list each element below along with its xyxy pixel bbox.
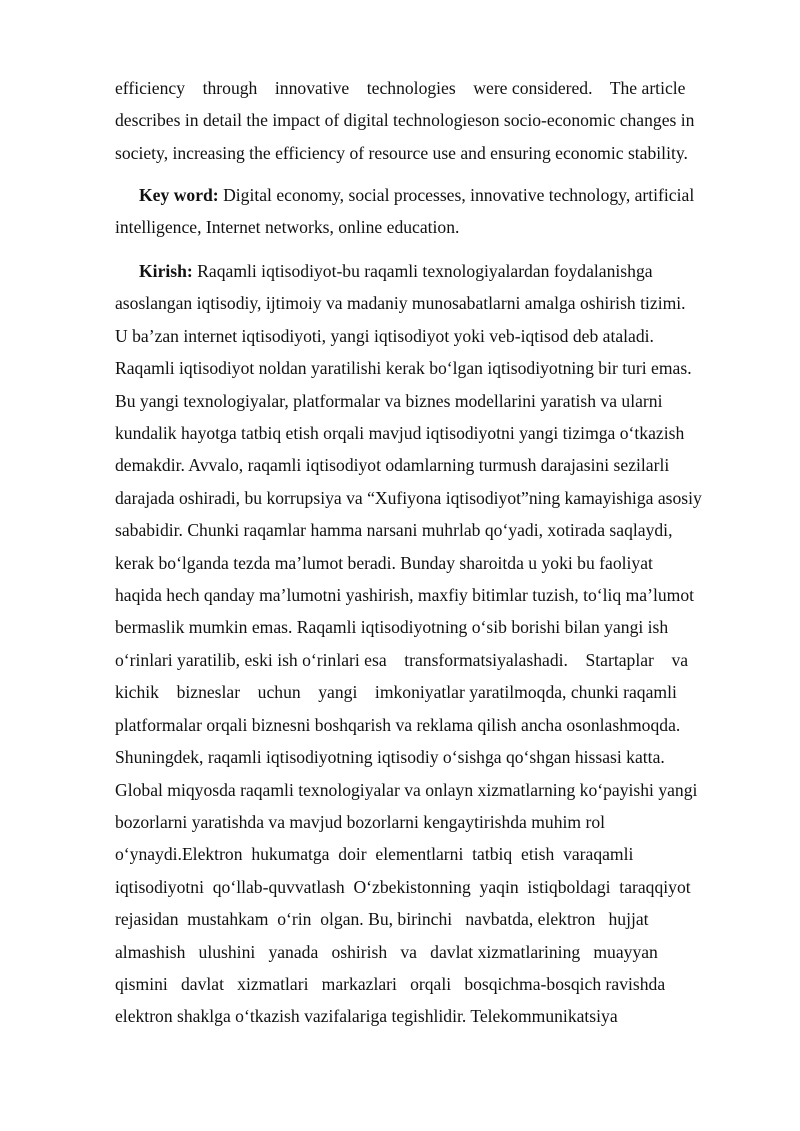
kirish-line: U ba’zan internet iqtisodiyoti, yangi iqtisodiyot yoki veb-iqtisod deb ataladi. (115, 325, 654, 346)
kirish-line: rejasidan mustahkam o‘rin olgan. Bu, birinchi navbatda, elektron hujjat (115, 909, 649, 930)
kirish-line: o‘rinlari yaratilib, eski ish o‘rinlari esa transformatsiyalashadi. Startaplar va (115, 649, 689, 670)
abstract-line: society, increasing the efficiency of resource use and ensuring economic stability. (115, 142, 688, 163)
kirish-line: sababidir. Chunki raqamlar hamma narsani muhrlab qo‘yadi, xotirada saqlaydi, (115, 520, 673, 541)
kirish-line: bermaslik mumkin emas. Raqamli iqtisodiyotning o‘sib borishi bilan yangi ish (115, 617, 669, 638)
kirish-line: Raqamli iqtisodiyot noldan yaratilishi kerak bo‘lgan iqtisodiyotning bir turi emas. (115, 358, 692, 379)
kirish-line: platformalar orqali biznesni boshqarish va reklama qilish ancha osonlashmoqda. (115, 714, 681, 735)
kirish-line: iqtisodiyotni qo‘llab-quvvatlash O‘zbekistonning yaqin istiqboldagi taraqqiyot (115, 876, 691, 897)
keywords-label: Key word: (139, 185, 219, 205)
kirish-line: kundalik hayotga tatbiq etish orqali mavjud iqtisodiyotni yangi tizimga o‘tkazish (115, 423, 685, 444)
kirish-line: kerak bo‘lganda tezda ma’lumot beradi. Bunday sharoitda u yoki bu faoliyat (115, 552, 653, 573)
abstract-line: efficiency through innovative technologies were considered. The article (115, 78, 686, 98)
keywords-paragraph (115, 179, 737, 244)
abstract-continuation (115, 72, 737, 169)
kirish-text: Raqamli iqtisodiyot-bu raqamli texnologiyalardan foydalanishga (197, 261, 653, 281)
kirish-line: demakdir. Avvalo, raqamli iqtisodiyot odamlarning turmush darajasini sezilarli (115, 455, 670, 476)
keywords-line: intelligence, Internet networks, online education. (115, 217, 460, 238)
kirish-line: o‘ynaydi.Elektron hukumatga doir elementlarni tatbiq etish varaqamli (115, 844, 634, 865)
kirish-line: Shuningdek, raqamli iqtisodiyotning iqtisodiy o‘sishga qo‘shgan hissasi katta. (115, 747, 665, 768)
kirish-line: bozorlarni yaratishda va mavjud bozorlarni kengaytirishda muhim rol (115, 811, 606, 832)
kirish-line: haqida hech qanday ma’lumotni yashirish, maxfiy bitimlar tuzish, to‘liq ma’lumot (115, 585, 695, 606)
kirish-line: Bu yangi texnologiyalar, platformalar va biznes modellarini yaratish va ularni (115, 390, 663, 411)
kirish-line: elektron shaklga o‘tkazish vazifalariga tegishlidir. Telekommunikatsiya (115, 1006, 618, 1027)
keywords-line (115, 179, 737, 211)
kirish-line: asoslangan iqtisodiy, ijtimoiy va madaniy munosabatlarni amalga oshirish tizimi. (115, 293, 686, 314)
kirish-line: Global miqyosda raqamli texnologiyalar va onlayn xizmatlarning ko‘payishi yangi (115, 779, 698, 800)
kirish-line: kichik bizneslar uchun yangi imkoniyatlar yaratilmoqda, chunki raqamli (115, 682, 677, 703)
kirish-label: Kirish: (139, 261, 193, 281)
kirish-line: almashish ulushini yanada oshirish va davlat xizmatlarining muayyan (115, 941, 658, 962)
kirish-line: darajada oshiradi, bu korrupsiya va “Xufiyona iqtisodiyot”ning kamayishiga asosiy (115, 487, 702, 508)
abstract-line: describes in detail the impact of digital technologieson socio-economic changes in (115, 110, 695, 131)
keywords-text: Digital economy, social processes, innovative technology, artificial (223, 185, 695, 205)
kirish-line: qismini davlat xizmatlari markazlari orqali bosqichma-bosqich ravishda (115, 973, 666, 994)
introduction-paragraph (115, 255, 737, 1033)
kirish-first-line (115, 255, 737, 287)
